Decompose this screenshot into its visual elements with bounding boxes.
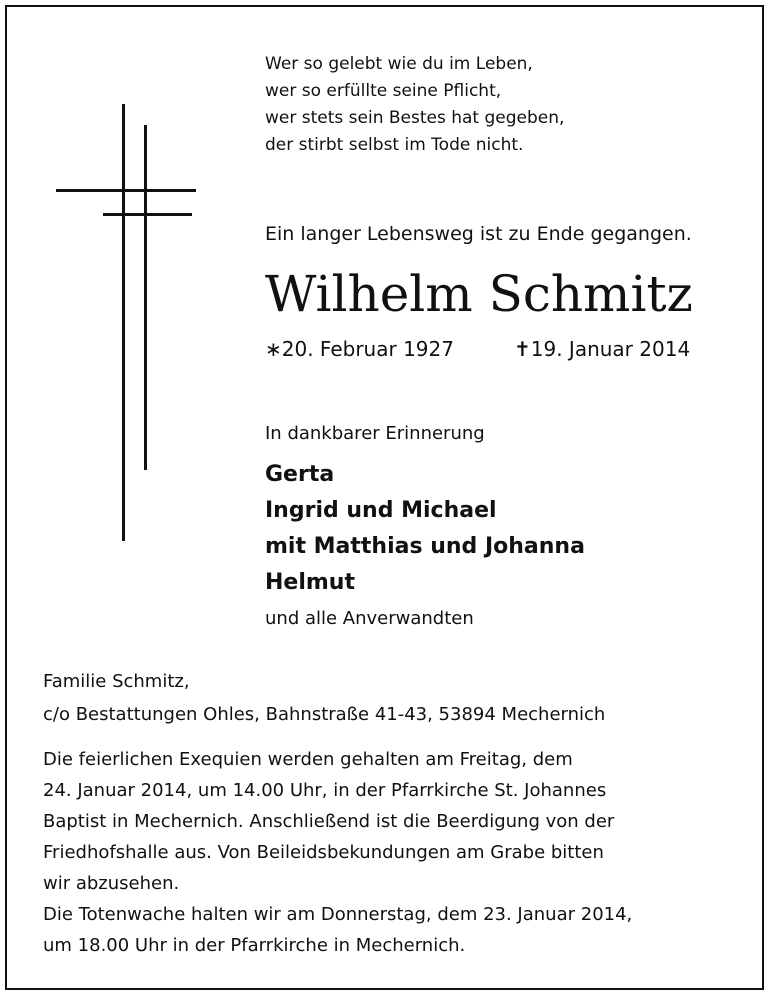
birth-date: ∗20. Februar 1927 [265, 337, 454, 361]
mourner-name: Ingrid und Michael [265, 498, 497, 523]
poem-line: Wer so gelebt wie du im Leben, [265, 54, 533, 74]
cross-vertical-bar-short [144, 125, 147, 470]
cross-horizontal-bar-bottom [103, 213, 192, 216]
cross-vertical-bar-long [122, 104, 125, 541]
poem-line: wer so erfüllte seine Pflicht, [265, 81, 502, 101]
deceased-name: Wilhelm Schmitz [265, 265, 693, 323]
death-date: ✝19. Januar 2014 [514, 337, 691, 361]
notice-line: um 18.00 Uhr in der Pfarrkirche in Mechernich. [43, 935, 466, 956]
contact-line: c/o Bestattungen Ohles, Bahnstraße 41-43, 53894 Mechernich [43, 704, 606, 725]
notice-line: wir abzusehen. [43, 873, 180, 894]
poem [265, 51, 564, 159]
notice-line: Die Totenwache halten wir am Donnerstag, dem 23. Januar 2014, [43, 904, 633, 925]
relatives-text: und alle Anverwandten [265, 608, 474, 629]
notice-line: 24. Januar 2014, um 14.00 Uhr, in der Pfarrkirche St. Johannes [43, 780, 607, 801]
intro-text: Ein langer Lebensweg ist zu Ende gegangen. [265, 223, 692, 245]
notice-line: Baptist in Mechernich. Anschließend ist die Beerdigung von der [43, 811, 615, 832]
funeral-notice [43, 744, 632, 961]
obituary-frame [5, 5, 764, 990]
notice-line: Die feierlichen Exequien werden gehalten am Freitag, dem [43, 749, 573, 770]
poem-line: wer stets sein Bestes hat gegeben, [265, 108, 565, 128]
cross-horizontal-bar-top [56, 189, 196, 192]
mourners-list [265, 457, 585, 601]
contact-line: Familie Schmitz, [43, 671, 190, 692]
contact-address [43, 665, 605, 731]
notice-line: Friedhofshalle aus. Von Beileidsbekundungen am Grabe bitten [43, 842, 604, 863]
mourners-intro: In dankbarer Erinnerung [265, 423, 485, 444]
mourner-name: Helmut [265, 570, 355, 595]
mourner-name: Gerta [265, 462, 335, 487]
poem-line: der stirbt selbst im Tode nicht. [265, 135, 524, 155]
mourner-name: mit Matthias und Johanna [265, 534, 585, 559]
